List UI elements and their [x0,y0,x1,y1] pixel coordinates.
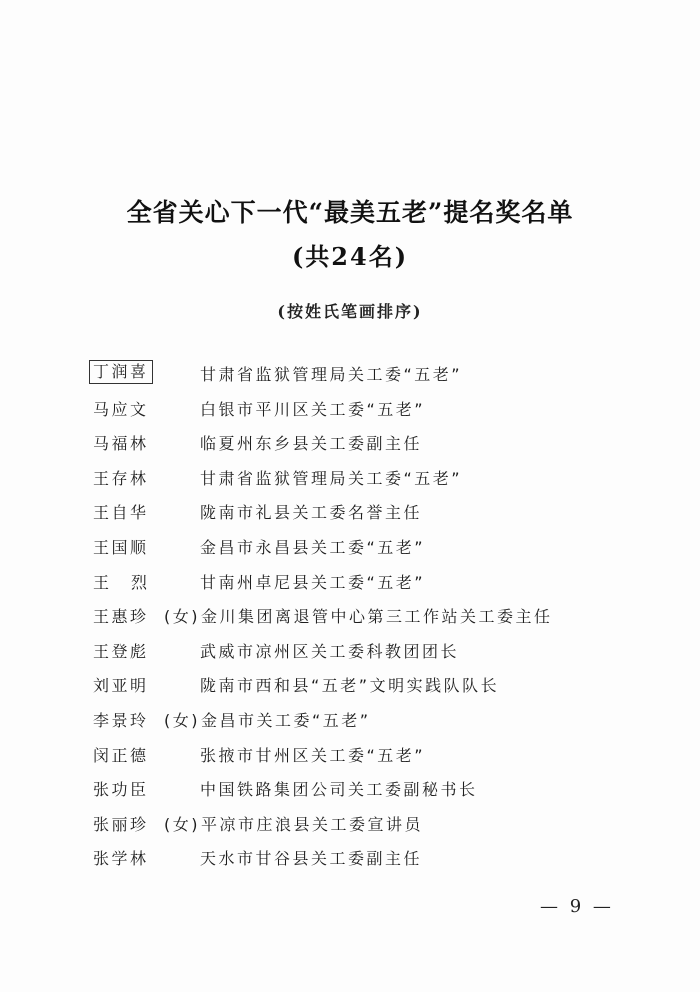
list-item [93,846,633,881]
nominee-name: 张功臣 [93,780,149,800]
nominee-name: 张丽珍 [93,814,149,834]
nominee-name: 丁润喜 [89,360,153,384]
list-item [93,570,633,605]
page-number: — 9 — [540,896,614,917]
list-item [93,397,633,432]
nominee-unit: 武威市凉州区关工委科教团团长 [200,641,460,661]
nominee-name: 张学林 [93,849,149,869]
nominee-unit: 陇南市西和县“五老”文明实践队队长 [200,676,500,696]
nominee-gender: (女) [164,814,200,834]
list-item [93,812,633,847]
nominee-unit: 金川集团离退管中心第三工作站关工委主任 [201,607,553,627]
nominee-name: 马福林 [93,434,149,454]
nominee-unit: 白银市平川区关工委“五老” [200,399,426,419]
list-item [93,673,633,708]
nominee-unit: 中国铁路集团公司关工委副秘书长 [200,780,478,800]
nominee-unit: 天水市甘谷县关工委副主任 [200,849,423,869]
document-title: 全省关心下一代“最美五老”提名奖名单 [126,198,574,227]
list-item [93,639,633,674]
nominee-name: 闵正德 [93,745,149,765]
list-item [93,466,633,501]
nominee-name: 王惠珍 [93,607,149,627]
list-item [93,604,633,639]
nominee-name: 马应文 [93,399,149,419]
nominee-name: 王登彪 [93,641,149,661]
nominee-name: 王存林 [93,468,149,488]
nominee-name: 王烈 [93,572,170,592]
nominee-unit: 甘肃省监狱管理局关工委“五老” [200,365,463,384]
list-item [93,500,633,535]
list-item [93,708,633,743]
nominee-gender: (女) [164,710,200,730]
nominee-unit: 金昌市关工委“五老” [201,710,371,730]
nominee-gender: (女) [164,607,200,627]
list-item [93,431,633,466]
list-item [93,362,633,397]
nominee-unit: 平凉市庄浪县关工委宣讲员 [201,814,424,834]
nominee-unit: 甘肃省监狱管理局关工委“五老” [200,468,463,488]
nominee-unit: 张掖市甘州区关工委“五老” [200,745,426,765]
nominee-name: 李景玲 [93,710,149,730]
nominee-name: 刘亚明 [93,676,149,696]
nominee-list [93,362,633,881]
list-item [93,743,633,778]
nominee-name: 王自华 [93,503,149,523]
nominee-unit: 甘南州卓尼县关工委“五老” [200,572,426,592]
nominee-name: 王国顺 [93,537,149,557]
list-item [93,777,633,812]
nominee-unit: 陇南市礼县关工委名誉主任 [200,503,423,523]
sorting-note: (按姓氏笔画排序) [277,302,423,321]
document-subtitle: (共24名) [291,242,409,271]
nominee-unit: 临夏州东乡县关工委副主任 [200,434,423,454]
nominee-unit: 金昌市永昌县关工委“五老” [200,537,426,557]
list-item [93,535,633,570]
